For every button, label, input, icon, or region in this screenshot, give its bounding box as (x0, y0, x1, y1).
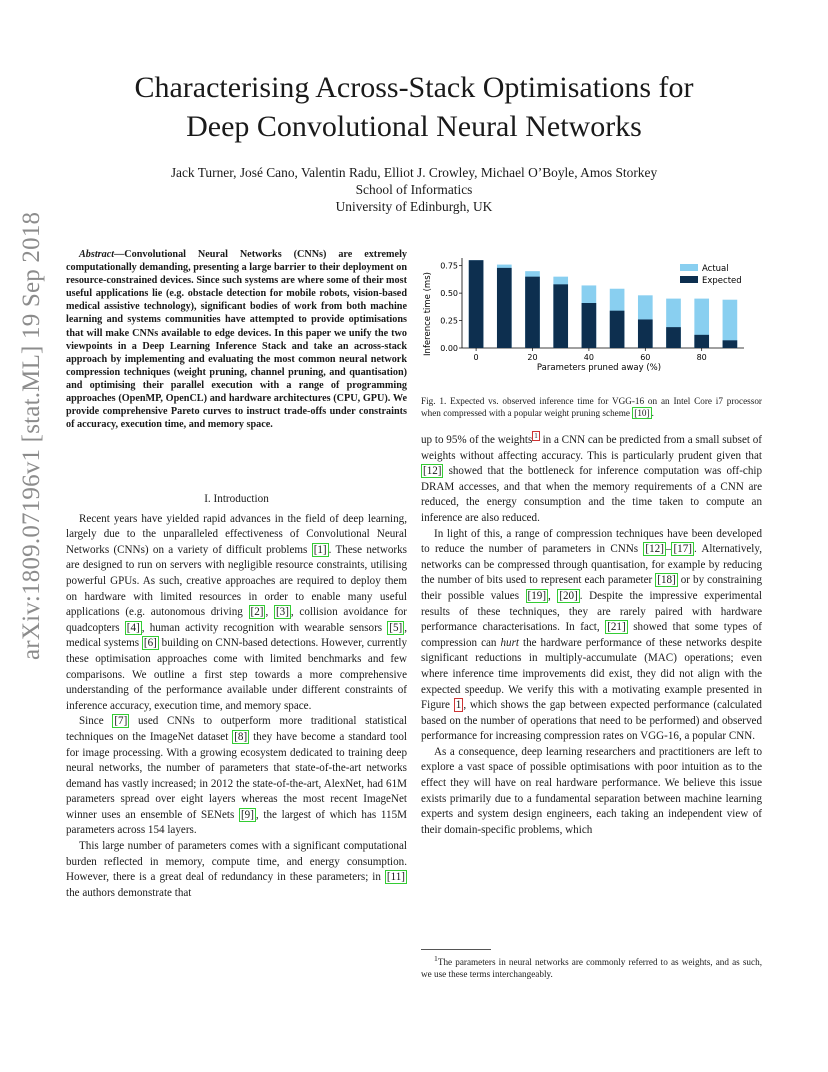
citation-link[interactable]: [12] (423, 465, 442, 478)
bar-expected (666, 327, 681, 348)
text-span: showed that some types of compression can (421, 621, 762, 649)
abstract (66, 248, 407, 431)
x-tick-label: 40 (583, 353, 594, 362)
legend-label-expected: Expected (702, 276, 742, 286)
right-paragraph-2 (421, 527, 762, 745)
bar-expected (638, 319, 653, 348)
authors: Jack Turner, José Cano, Valentin Radu, Elliot J. Crowley, Michael O’Boyle, Amos Storkey (170, 165, 658, 180)
text-span: , human activity recognition with wearable sensors (141, 621, 388, 634)
arxiv-stamp-text: arXiv:1809.07196v1 [stat.ML] 19 Sep 2018 (18, 211, 45, 660)
figure-link[interactable]: 1 (455, 699, 462, 712)
x-tick-label: 80 (696, 353, 707, 362)
y-tick-label: 0.75 (440, 261, 458, 271)
y-axis-label: Inference time (ms) (423, 272, 433, 356)
title-line-1: Characterising Across-Stack Optimisations for (134, 71, 694, 104)
arxiv-stamp (18, 211, 50, 660)
bar-expected (497, 268, 512, 348)
footnote-text: The parameters in neural networks are commonly referred to as weights, and as such, we use these terms interchangeably. (421, 957, 762, 980)
bar-expected (694, 335, 709, 348)
citation-link[interactable]: [8] (234, 730, 248, 743)
citation-link[interactable]: [21] (607, 621, 626, 634)
x-tick-label: 60 (640, 353, 651, 362)
citation-link[interactable]: [17] (673, 543, 692, 556)
section-heading: I. Introduction (204, 493, 269, 505)
footnote-link[interactable]: 1 (534, 432, 538, 441)
citation-link[interactable]: [11] (386, 871, 405, 884)
intro-paragraph-1: Recent years have yielded rapid advances in the field of deep learning, largely due to the unparalleled effectiveness of Convolutional Neural Networks (CNNs) on a variety of difficult problems [1] . These networks are designed to run on servers with negligible resource constraints, utilising powerful GPUs. As such, creative approaches are required to deploy them on hardware with limited resources in order to enable many useful applications (e.g. autonomous driving [2] , [3] , collision avoidance for quadcopters [4] , human activity recognition with wearable sensors [5] , medical systems [6] building on CNN-based detections. However, currently these optimisation approaches come with limited benchmarks and few comparisons. We outline a first step towards a more comprehensive understanding of the performance available under different constraints of inference accuracy, execution time, and memory space. (66, 512, 407, 712)
abstract-label: Abstract (79, 249, 115, 260)
footnote-mark: 1 (434, 954, 438, 963)
citation-link[interactable]: [19] (527, 589, 547, 602)
text-span: , (548, 589, 558, 602)
citation-link[interactable]: [20] (559, 589, 578, 602)
text-span: . (651, 408, 654, 419)
right-paragraph-1 (421, 433, 762, 527)
y-tick-label: 0.25 (440, 316, 458, 326)
text-span: . Alternatively, networks can be compressed through quantisation, for example by reducing the number of bits used to represent each parameter (421, 543, 762, 587)
citation-link[interactable]: [4] (126, 621, 140, 634)
text-span: used CNNs to outperform more traditional statistical techniques on the ImageNet dataset (66, 715, 408, 743)
title-line-2: Deep Convolutional Neural Networks (186, 110, 642, 143)
x-tick-label: 0 (473, 353, 479, 362)
intro-paragraph-3 (66, 839, 407, 901)
citation-link[interactable]: [9] (240, 808, 254, 821)
y-tick-label: 0.00 (440, 344, 458, 353)
legend-swatch-actual (680, 264, 698, 271)
citation-link[interactable]: [7] (114, 715, 128, 728)
text-span: . Despite the impressive experimental results of these techniques, they are rarely paired with hardware performance characterisations. In fact, (421, 589, 762, 634)
text-span: , medical systems (66, 621, 407, 650)
citation-link[interactable]: [3] (275, 606, 289, 619)
author-block (60, 164, 768, 215)
bar-expected (553, 284, 568, 348)
citation-link[interactable]: [5] (389, 621, 403, 634)
text-span: or by constraining their possible values (421, 574, 762, 602)
footnote-rule (421, 949, 491, 950)
text-span: This large number of parameters comes with a significant computational burden reflected in memory, compute time, and energy consumption. However, there is a great deal of redundancy in these parameters; in (66, 840, 407, 884)
citation-link[interactable]: [6] (143, 637, 157, 650)
footnote (421, 949, 762, 981)
affiliation-university: University of Edinburgh, UK (335, 199, 493, 214)
bar-expected (582, 303, 597, 348)
citation-link[interactable]: [18] (657, 574, 676, 587)
text-span: in a CNN can be predicted from a small subset of weights without affecting accuracy. This is particularly prudent given that (421, 434, 762, 462)
legend-label-actual: Actual (702, 264, 729, 274)
abstract-body: —Convolutional Neural Networks (CNNs) are extremely computationally demanding, presenting a large barrier to their deployment on resource-constrained devices. Since such systems are where some of their most useful applications lie (e.g. obstacle detection for mobile robots, vision-based medical assistive technology), significant bodies of work from both machine learning and systems communities have attempted to provide optimisations that will make CNNs available to edge devices. In this paper we unify the two viewpoints in a Deep Learning Inference Stack and take an across-stack approach by implementing and evaluating the most common neural network compression techniques (weight pruning, channel pruning, and quantisation) and optimising their parallel execution with a range of programming approaches (OpenMP, OpenCL) and hardware architectures (CPU, GPU). We provide comprehensive Pareto curves to instruct trade-offs under constraints of accuracy, execution time, and memory space. (66, 249, 407, 431)
text-span: Recent years have yielded rapid advances in the field of deep learning, largely due to the unparalleled effectiveness of Convolutional Neural Networks (CNNs) on a variety of difficult problems (66, 512, 407, 556)
emphasis-hurt: hurt (500, 636, 519, 649)
text-span: Since (79, 715, 113, 728)
citation-link[interactable]: [10] (634, 408, 650, 419)
intro-paragraph-2 (66, 714, 407, 839)
text-span: up to 95% of the weights (421, 434, 533, 446)
y-tick-label: 0.50 (440, 289, 458, 299)
text-span: Fig. 1. Expected vs. observed inference time for VGG-16 on an Intel Core i7 processor when compressed with a popular weight pruning scheme (421, 396, 762, 419)
legend-swatch-expected (680, 276, 698, 283)
introduction (66, 485, 407, 901)
citation-link[interactable]: [12] (645, 543, 664, 556)
affiliation-school: School of Informatics (355, 182, 473, 197)
bar-expected (469, 260, 484, 348)
bar-expected (525, 277, 540, 348)
citation-link[interactable]: [1] (313, 543, 327, 556)
right-paragraph-3: As a consequence, deep learning researchers and practitioners are left to explore a vast space of possible optimisations with poor intuition as to the effect they will have on real hardware performance. We believe this issue exists primarily due to a fundamental separation between machine learning experts and system design engineers, each taking an independent view of their domain-specific problems, which (421, 745, 762, 836)
citation-link[interactable]: [2] (250, 606, 264, 619)
text-span: they have become a standard tool for image processing. With a growing ecosystem dedicated to training deep neural networks, the number of parameters that state-of-the-art networks demand has vastly increased; in 2012 the state-of-the-art, AlexNet, had 61M parameters spread over eight layers whereas the most recent ImageNet winner uses an ensemble of SENets (66, 730, 407, 821)
x-axis-label: Parameters pruned away (%) (536, 363, 662, 373)
paper-title (60, 68, 768, 146)
x-tick-label: 20 (527, 353, 538, 362)
text-span: building on CNN-based detections. However, currently these optimisation approaches come with limited benchmarks and few comparisons. We outline a first step towards a more comprehensive understanding of the performance available under different constraints of inference accuracy, execution time, and memory space. (66, 637, 407, 712)
text-span: , collision avoidance for quadcopters (66, 606, 407, 634)
text-span: the authors demonstrate that (66, 886, 192, 899)
text-span: , the largest of which has 115M parameters across 154 layers. (66, 808, 407, 837)
figure-1-caption (421, 395, 762, 420)
text-span: – (665, 543, 672, 556)
figure-1-chart (421, 252, 762, 382)
text-span: . These networks are designed to run on servers with negligible resource constraints, utilising powerful GPUs. As such, creative approaches are required to deploy them on hardware with limited resources in order to enable many useful applications (e.g. autonomous driving (66, 543, 407, 619)
text-span: the hardware performance of these networks despite significant reductions in multiply-accumulate (MAC) operations; even where inference time improvements did exist, they did not align with the expected speedup. We verify this with a motivating example presented in Figure (421, 636, 762, 712)
bar-expected (610, 311, 625, 348)
text-span: , which shows the gap between expected performance (calculated based on the number of operations that need to be performed) and observed performance for increasing compression rates on VGG-16, a popular CNN. (421, 699, 762, 743)
text-span: In light of this, a range of compression techniques have been developed to reduce the number of parameters in CNNs (421, 527, 762, 556)
right-column-body (421, 433, 762, 838)
bar-expected (723, 340, 738, 348)
text-span: showed that the bottleneck for inference computation was off-chip DRAM accesses, and that when the memory requirements of a CNN are reduced, the energy consumption and the time taken to compute an inference are also reduced. (421, 465, 762, 524)
